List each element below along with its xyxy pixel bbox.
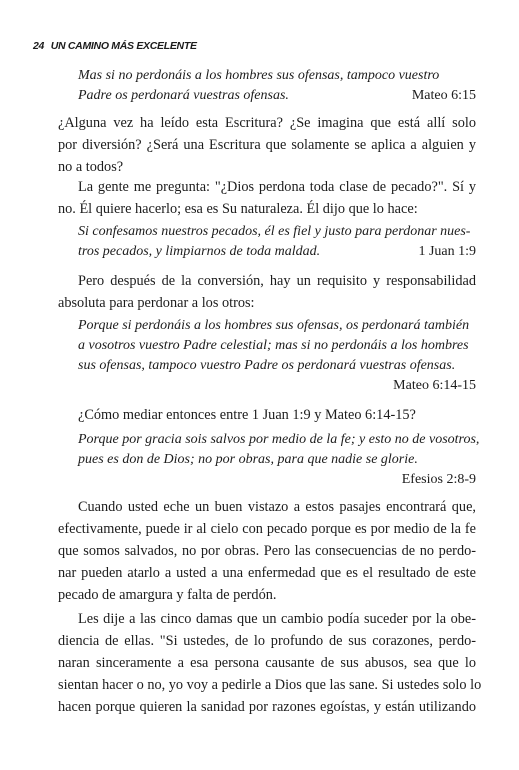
paragraph-line: Les dije a las cinco damas que un cambio podía suceder por la obe-	[78, 611, 476, 627]
paragraph-line: no a todos?	[58, 159, 124, 175]
quote-line: sus ofensas, tampoco vuestro Padre os perdonará vuestras ofensas.	[78, 358, 456, 373]
scripture-quote-mateo-6-14-15	[78, 316, 476, 396]
quote-line: Porque por gracia sois salvos por medio de la fe; y esto no de vosotros,	[78, 432, 480, 447]
running-header	[33, 40, 197, 52]
paragraph-line: diencia de ellas. "Si ustedes, de lo profundo de sus corazones, perdo-	[58, 633, 476, 649]
quote-line: Mas si no perdonáis a los hombres sus ofensas, tampoco vuestro	[78, 68, 440, 83]
paragraph-line: pecado de amargura y falta de perdón.	[58, 587, 277, 603]
paragraph-line: ¿Cómo mediar entonces entre 1 Juan 1:9 y Mateo 6:14-15?	[78, 407, 416, 423]
paragraph-line: que somos salvados, no por obras. Pero las consecuencias de no perdo-	[58, 543, 476, 559]
paragraph-line: Cuando usted eche un buen vistazo a estos pasajes encontrará que,	[78, 499, 476, 515]
page-number: 24	[33, 40, 45, 52]
paragraph	[58, 404, 476, 426]
quote-line-text: tros pecados, y limpiarnos de toda maldad.	[78, 244, 321, 259]
scripture-reference: Mateo 6:15	[411, 88, 476, 103]
quote-line	[78, 86, 476, 106]
paragraph-line: absoluta para perdonar a los otros:	[58, 295, 255, 311]
paragraph	[58, 112, 476, 178]
quote-line: pues es don de Dios; no por obras, para que nadie se glorie.	[78, 452, 418, 467]
paragraph-line: La gente me pregunta: "¿Dios perdona toda clase de pecado?". Sí y	[78, 179, 476, 195]
scripture-quote-1-juan-1-9	[78, 222, 476, 262]
quote-line-text: Padre os perdonará vuestras ofensas.	[78, 88, 289, 103]
paragraph-line: hacen porque quieren la sanidad por razones egoístas, y están utilizando	[58, 699, 476, 715]
paragraph	[58, 496, 476, 606]
paragraph	[58, 270, 476, 314]
paragraph-line: no. Él quiere hacerlo; esa es Su naturaleza. Él dijo que lo hace:	[58, 201, 418, 217]
scripture-quote-mateo-6-15	[78, 66, 476, 106]
scripture-reference: Mateo 6:14-15	[393, 378, 476, 393]
quote-line	[78, 242, 476, 262]
paragraph-line: ¿Alguna vez ha leído esta Escritura? ¿Se imagina que está allí solo	[58, 115, 476, 131]
paragraph-line: Pero después de la conversión, hay un requisito y responsabilidad	[78, 273, 476, 289]
paragraph-line: por diversión? ¿Será una Escritura que solamente se aplica a alguien y	[58, 137, 476, 153]
scripture-reference: Efesios 2:8-9	[401, 472, 476, 487]
paragraph-line: naran sinceramente a esa persona causante de sus abusos, sea que lo	[58, 655, 476, 671]
quote-line: Si confesamos nuestros pecados, él es fiel y justo para perdonar nues-	[78, 224, 471, 239]
quote-line: Porque si perdonáis a los hombres sus ofensas, os perdonará también	[78, 318, 470, 333]
scripture-reference: 1 Juan 1:9	[418, 244, 476, 259]
paragraph-line: sientan hacer o no, yo voy a pedirle a Dios que las sane. Si ustedes solo lo	[58, 677, 482, 693]
scripture-quote-efesios-2-8-9	[78, 430, 480, 490]
paragraph	[58, 608, 482, 718]
quote-line: a vosotros vuestro Padre celestial; mas si no perdonáis a los hombres	[78, 338, 469, 353]
paragraph-line: nar pueden atarlo a usted a una enfermedad que es el resultado de este	[58, 565, 476, 581]
paragraph-line: efectivamente, puede ir al cielo con pecado porque es por medio de la fe	[58, 521, 476, 537]
running-title: UN CAMINO MÁS EXCELENTE	[50, 40, 197, 52]
paragraph	[58, 176, 476, 220]
